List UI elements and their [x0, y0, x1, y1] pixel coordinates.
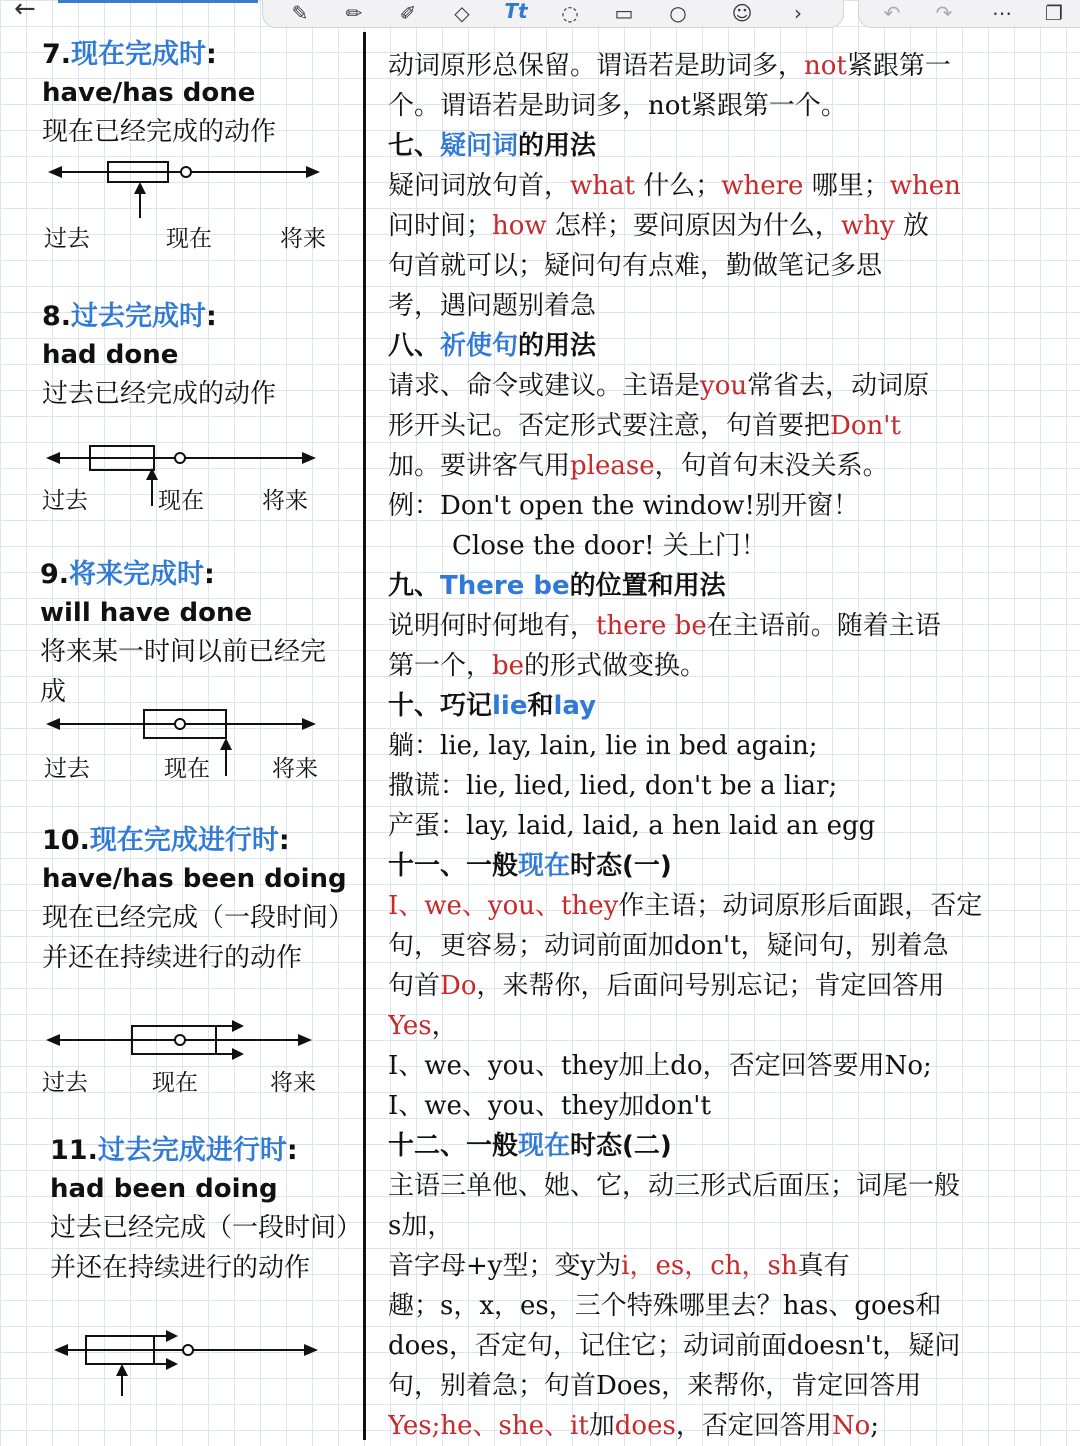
tense-11: [50, 1132, 355, 1288]
pencil-icon[interactable]: ✏: [345, 1, 363, 25]
note-line: [388, 806, 1068, 846]
note-text: 加: [588, 1411, 615, 1441]
past-label: 过去: [44, 226, 90, 252]
note-text: 主语三单他、她、它，动三形式后面压；词尾一般: [388, 1171, 961, 1201]
now-label: 现在: [164, 756, 210, 782]
note-text: 在主语前。随着主语: [706, 611, 941, 641]
note-line: [388, 766, 1068, 806]
marker-icon[interactable]: ✐: [399, 1, 417, 25]
highlight-text: be: [492, 651, 525, 681]
highlight-text: 疑问词: [440, 131, 519, 161]
note-text: 放: [894, 211, 929, 241]
note-text: 怎样；要问原因为什么，: [546, 211, 841, 241]
highlight-text: 祈使句: [440, 331, 519, 361]
tense-form: will have done: [40, 598, 253, 628]
highlight-text: No: [831, 1411, 871, 1441]
back-arrow-icon[interactable]: ←: [14, 0, 36, 24]
highlight-text: 现在: [518, 851, 571, 881]
note-text: 的形式做变换。: [524, 651, 707, 681]
tense-title: 8.过去完成时:: [42, 301, 217, 332]
now-label: 现在: [152, 1070, 198, 1096]
note-text: 九、: [388, 571, 441, 601]
shape-icon[interactable]: ○: [669, 1, 687, 25]
note-text: 躺：lie, lay, lain, lie in bed again;: [388, 731, 818, 761]
sticker-icon[interactable]: ☺: [731, 1, 753, 25]
pages-icon[interactable]: ❐: [1045, 1, 1063, 25]
note-line: [388, 1046, 1068, 1086]
note-line: [388, 246, 1068, 286]
note-line: [388, 886, 1068, 926]
timeline-diagram-7: [46, 150, 326, 222]
note-text: 第一个，: [388, 651, 493, 681]
note-line: [388, 46, 1068, 86]
future-label: 将来: [272, 756, 318, 782]
highlight-text: when: [889, 171, 961, 201]
note-line: [388, 86, 1068, 126]
note-line: [388, 406, 1068, 446]
future-label: 将来: [262, 488, 308, 514]
column-divider: [363, 32, 366, 1440]
note-text: 趣；s，x，es，三个特殊哪里去？has、goes和: [388, 1291, 942, 1321]
tense-desc: 现在已经完成（一段时间）并还在持续进行的动作: [42, 903, 342, 973]
note-text: 形开头记。否定形式要注意，句首要把: [388, 411, 831, 441]
tense-desc: 现在已经完成的动作: [42, 117, 277, 147]
note-text: 十二、一般: [388, 1131, 519, 1161]
note-text: Close the door! 关上门！: [452, 531, 767, 561]
highlight-text: why: [840, 211, 895, 241]
tense-form: had been doing: [50, 1174, 278, 1204]
note-line: [388, 1286, 1068, 1326]
tense-form: have/has done: [42, 78, 256, 108]
note-text: ，否定回答用: [675, 1411, 832, 1441]
note-text: 请求、命令或建议。主语是: [388, 371, 701, 401]
note-line: [388, 726, 1068, 766]
note-text: 十一、一般: [388, 851, 519, 881]
highlight-text: how: [492, 211, 547, 241]
note-line: [388, 1206, 1068, 1246]
section-heading: [388, 326, 1068, 366]
highlight-text: where: [721, 171, 804, 201]
note-text: ，来帮你，后面问号别忘记；肯定回答用: [476, 971, 945, 1001]
tense-title: 9.将来完成时:: [40, 559, 215, 590]
tense-9: [40, 556, 345, 712]
note-line: [388, 206, 1068, 246]
highlight-text: lay: [553, 691, 597, 721]
note-line: [388, 166, 1068, 206]
note-line: [388, 1326, 1068, 1366]
note-text: 时态(一): [570, 851, 672, 881]
section-heading: [388, 686, 1068, 726]
note-line: [388, 1366, 1068, 1406]
highlight-text: there be: [596, 611, 707, 641]
past-label: 过去: [42, 1070, 88, 1096]
undo-icon[interactable]: ↶: [883, 1, 901, 25]
right-column-notes: [388, 46, 1068, 1446]
past-label: 过去: [44, 756, 90, 782]
more-icon[interactable]: ⋯: [992, 1, 1012, 25]
highlight-text: you: [700, 371, 748, 401]
left-column: [0, 0, 362, 1440]
text-icon[interactable]: Tt: [504, 0, 528, 23]
note-text: 产蛋：lay, laid, laid, a hen laid an egg: [388, 811, 876, 841]
redo-icon[interactable]: ↷: [935, 1, 953, 25]
timeline-diagram-10: [44, 1016, 324, 1066]
note-line: [388, 1166, 1068, 1206]
eraser-icon[interactable]: ◇: [454, 1, 470, 25]
section-heading: [388, 1126, 1068, 1166]
note-text: 句首就可以；疑问句有点难，勤做笔记多思: [388, 251, 883, 281]
highlight-text: Yes;he、she、it: [388, 1411, 589, 1441]
note-text: 的用法: [518, 331, 597, 361]
note-line: [388, 966, 1068, 1006]
note-line: [388, 926, 1068, 966]
tense-desc: 过去已经完成的动作: [42, 379, 277, 409]
future-label: 将来: [270, 1070, 316, 1096]
pen-icon[interactable]: ✎: [291, 1, 309, 25]
note-text: 哪里；: [803, 171, 890, 201]
note-text: 句，更容易；动词前面加don't，疑问句，别着急: [388, 931, 949, 961]
note-text: 考，遇问题别着急: [388, 291, 597, 321]
note-text: 作主语；动词原形后面跟，否定: [618, 891, 983, 921]
action-palette: [858, 0, 1080, 28]
section-heading: [388, 126, 1068, 166]
tense-desc: 过去已经完成（一段时间）并还在持续进行的动作: [50, 1213, 350, 1283]
note-line: [388, 366, 1068, 406]
note-text: 真有: [797, 1251, 850, 1281]
tense-title: 7.现在完成时:: [42, 39, 217, 70]
note-line: [388, 1406, 1068, 1446]
note-text: does，否定句，记住它；动词前面doesn't，疑问: [388, 1331, 961, 1361]
highlight-text: not: [804, 51, 847, 81]
note-line: [388, 1246, 1068, 1286]
note-text: I、we、you、they加don't: [388, 1091, 711, 1121]
highlight-text: i，es，ch，sh: [621, 1251, 798, 1281]
note-text: 例：Don't open the window!别开窗！: [388, 491, 859, 521]
note-text: 紧跟第一: [846, 51, 951, 81]
tense-10: [42, 822, 347, 978]
note-text: 的位置和用法: [569, 571, 726, 601]
note-text: 说明何时何地有，: [388, 611, 597, 641]
highlight-text: does: [614, 1411, 676, 1441]
note-text: ;: [870, 1411, 879, 1441]
note-text: I、we、you、they加上do，否定回答要用No;: [388, 1051, 932, 1081]
note-text: 音字母+y型；变y为: [388, 1251, 622, 1281]
highlight-text: Yes: [388, 1011, 432, 1041]
tense-form: had done: [42, 340, 179, 370]
chevron-right-icon[interactable]: ›: [794, 1, 802, 25]
highlight-text: There be: [440, 571, 570, 601]
tense-form: have/has been doing: [42, 864, 347, 894]
highlight-text: Do: [440, 971, 477, 1001]
section-heading: [388, 566, 1068, 606]
future-label: 将来: [280, 226, 326, 252]
note-line: [388, 646, 1068, 686]
note-text: 动词原形总保留。谓语若是助词多，: [388, 51, 805, 81]
note-text: 加。要讲客气用: [388, 451, 571, 481]
past-label: 过去: [42, 488, 88, 514]
note-line: [388, 1006, 1068, 1046]
tense-7: [42, 36, 347, 152]
note-text: 十、巧记: [388, 691, 493, 721]
note-line: [388, 446, 1068, 486]
highlight-text: I、we、you、they: [388, 891, 619, 921]
note-text: ，: [431, 1011, 458, 1041]
note-line: [388, 486, 1068, 526]
note-text: 时态(二): [570, 1131, 672, 1161]
note-text: 八、: [388, 331, 441, 361]
highlight-text: please: [570, 451, 655, 481]
section-heading: [388, 846, 1068, 886]
highlight-text: 现在: [518, 1131, 571, 1161]
note-line: [388, 286, 1068, 326]
note-text: 什么；: [634, 171, 722, 201]
note-text: s加，: [388, 1211, 454, 1241]
note-text: 疑问词放句首，: [388, 171, 571, 201]
highlight-text: Don't: [830, 411, 901, 441]
note-text: 的用法: [518, 131, 597, 161]
tense-title: 11.过去完成进行时:: [50, 1135, 298, 1166]
note-text: 七、: [388, 131, 441, 161]
note-text: 问时间；: [388, 211, 493, 241]
note-line: [388, 1086, 1068, 1126]
note-text: ，句首句末没关系。: [654, 451, 889, 481]
note-text: 撒谎：lie, lied, lied, don't be a liar;: [388, 771, 838, 801]
highlight-text: lie: [492, 691, 528, 721]
note-text: 常省去，动词原: [747, 371, 930, 401]
tense-8: [42, 298, 347, 414]
tense-desc: 将来某一时间以前已经完成: [40, 637, 327, 707]
note-text: 个。谓语若是助词多，not紧跟第一个。: [388, 91, 847, 121]
lasso-icon[interactable]: ◌: [561, 1, 579, 25]
tense-title: 10.现在完成进行时:: [42, 825, 290, 856]
highlight-text: what: [570, 171, 635, 201]
note-line: [388, 526, 1068, 566]
note-text: 和: [527, 691, 554, 721]
now-label: 现在: [158, 488, 204, 514]
note-text: 句，别着急；句首Does，来帮你，肯定回答用: [388, 1371, 922, 1401]
timeline-diagram-11: [52, 1326, 332, 1398]
note-text: 句首: [388, 971, 441, 1001]
now-label: 现在: [166, 226, 212, 252]
note-line: [388, 606, 1068, 646]
image-icon[interactable]: ▭: [614, 1, 634, 25]
